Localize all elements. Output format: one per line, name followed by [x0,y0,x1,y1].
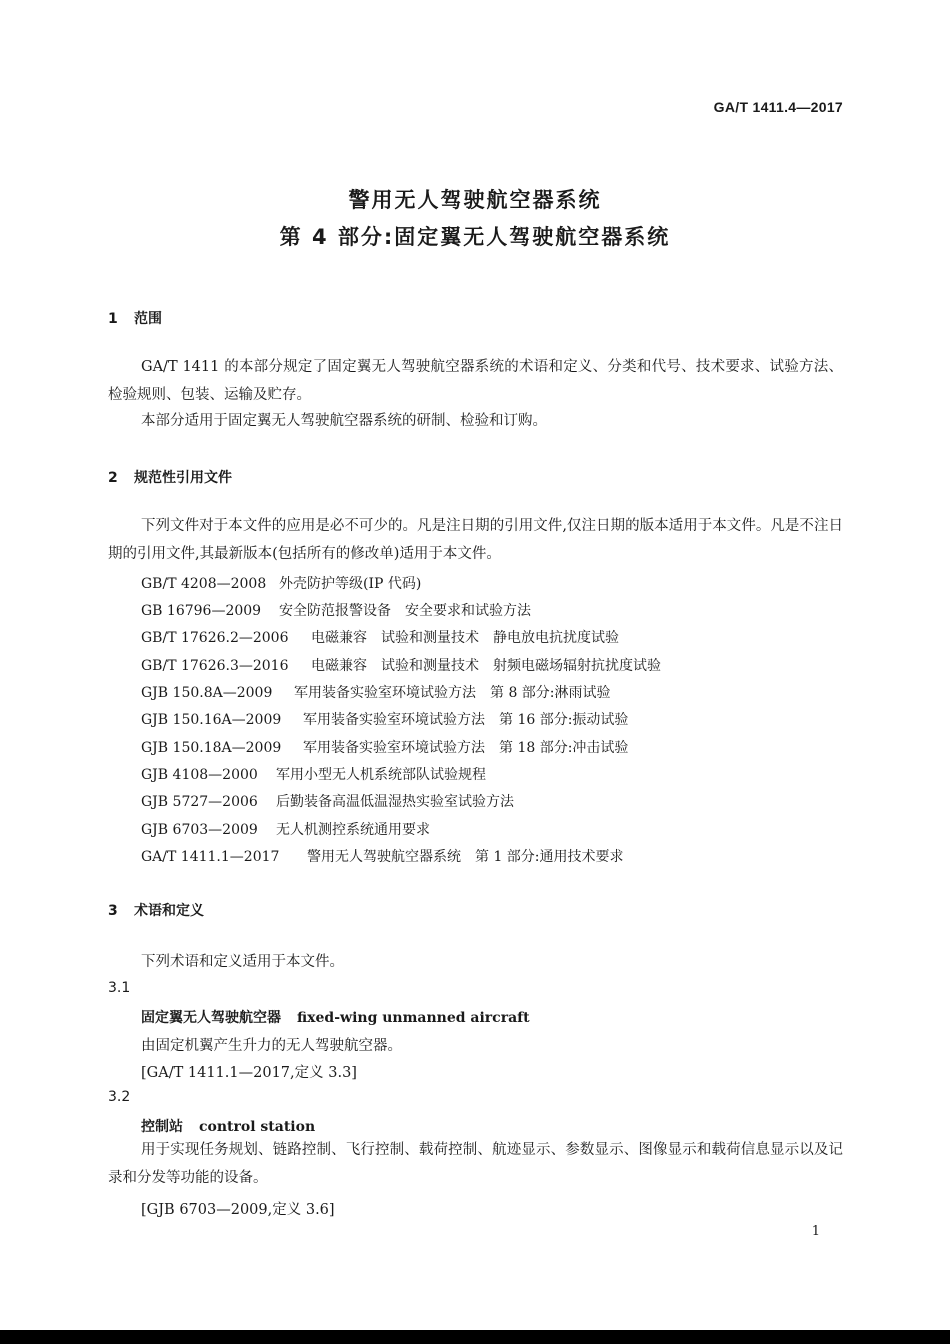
reference-name: 电磁兼容 试验和测量技术 静电放电抗扰度试验 [311,630,619,646]
section-1-heading [108,308,162,328]
references-intro: 下列文件对于本文件的应用是必不可少的。凡是注日期的引用文件,仅注日期的版本适用于本文件。凡是不注日期的引用文件,其最新版本(包括所有的修改单)适用于本文件。 [108,518,843,562]
reference-code: GB/T 17626.3—2016 [141,658,289,674]
section-number: 3 [108,903,118,919]
reference-item [141,764,486,784]
reference-item [141,846,624,866]
reference-name: 安全防范报警设备 安全要求和试验方法 [279,603,531,619]
section-3-heading [108,900,204,920]
term-number: 3.2 [108,1089,131,1105]
term-zh: 固定翼无人驾驶航空器 [141,1010,281,1026]
reference-item [141,655,661,675]
reference-name: 电磁兼容 试验和测量技术 射频电磁场辐射抗扰度试验 [311,658,661,674]
section-number: 2 [108,470,118,486]
term-heading [141,1007,530,1027]
term-definition: 由固定机翼产生升力的无人驾驶航空器。 [141,1038,402,1054]
reference-name: 后勤装备高温低温湿热实验室试验方法 [276,794,514,810]
reference-item [141,600,531,620]
reference-name: 军用小型无人机系统部队试验规程 [276,767,486,783]
reference-item [141,709,628,729]
term-number: 3.1 [108,980,131,996]
term-source: [GA/T 1411.1—2017,定义 3.3] [141,1065,357,1081]
bottom-border [0,1330,950,1344]
reference-item [141,573,421,593]
reference-item [141,791,514,811]
reference-item [141,627,619,647]
section-title: 规范性引用文件 [134,470,232,486]
document-title-line2: 第 4 部分:固定翼无人驾驶航空器系统 [279,225,671,249]
reference-code: GJB 150.8A—2009 [141,685,273,701]
reference-code: GB/T 4208—2008 [141,576,267,592]
scope-paragraph-2: 本部分适用于固定翼无人驾驶航空器系统的研制、检验和订购。 [141,413,547,429]
section-2-heading [108,467,232,487]
reference-item [141,737,628,757]
reference-name: 军用装备实验室环境试验方法 第 18 部分:冲击试验 [303,740,629,756]
term-source: [GJB 6703—2009,定义 3.6] [141,1202,335,1218]
term-en: fixed-wing unmanned aircraft [297,1010,530,1026]
terms-intro: 下列术语和定义适用于本文件。 [141,954,344,970]
term-definition: 用于实现任务规划、链路控制、飞行控制、载荷控制、航迹显示、参数显示、图像显示和载荷信息显示以及记录和分发等功能的设备。 [108,1142,843,1186]
term-zh: 控制站 [141,1119,183,1135]
document-title-line1: 警用无人驾驶航空器系统 [348,188,602,212]
section-number: 1 [108,311,118,327]
standard-code: GA/T 1411.4—2017 [713,99,843,115]
reference-name: 军用装备实验室环境试验方法 第 8 部分:淋雨试验 [294,685,611,701]
reference-item [141,819,430,839]
page-number: 1 [811,1224,820,1239]
section-title: 术语和定义 [134,903,204,919]
term-en: control station [199,1119,316,1135]
reference-code: GA/T 1411.1—2017 [141,849,280,865]
reference-name: 无人机测控系统通用要求 [276,822,430,838]
term-heading [141,1116,315,1136]
reference-code: GJB 150.18A—2009 [141,740,282,756]
reference-name: 军用装备实验室环境试验方法 第 16 部分:振动试验 [303,712,629,728]
reference-code: GB/T 17626.2—2006 [141,630,289,646]
section-title: 范围 [134,311,162,327]
reference-code: GB 16796—2009 [141,603,262,619]
reference-code: GJB 6703—2009 [141,822,258,838]
reference-name: 外壳防护等级(IP 代码) [279,576,422,592]
reference-code: GJB 150.16A—2009 [141,712,282,728]
reference-code: GJB 5727—2006 [141,794,258,810]
scope-paragraph-1: GA/T 1411 的本部分规定了固定翼无人驾驶航空器系统的术语和定义、分类和代号、技术要求、试验方法、检验规则、包装、运输及贮存。 [108,359,843,403]
reference-item [141,682,611,702]
reference-name: 警用无人驾驶航空器系统 第 1 部分:通用技术要求 [307,849,624,865]
reference-code: GJB 4108—2000 [141,767,258,783]
